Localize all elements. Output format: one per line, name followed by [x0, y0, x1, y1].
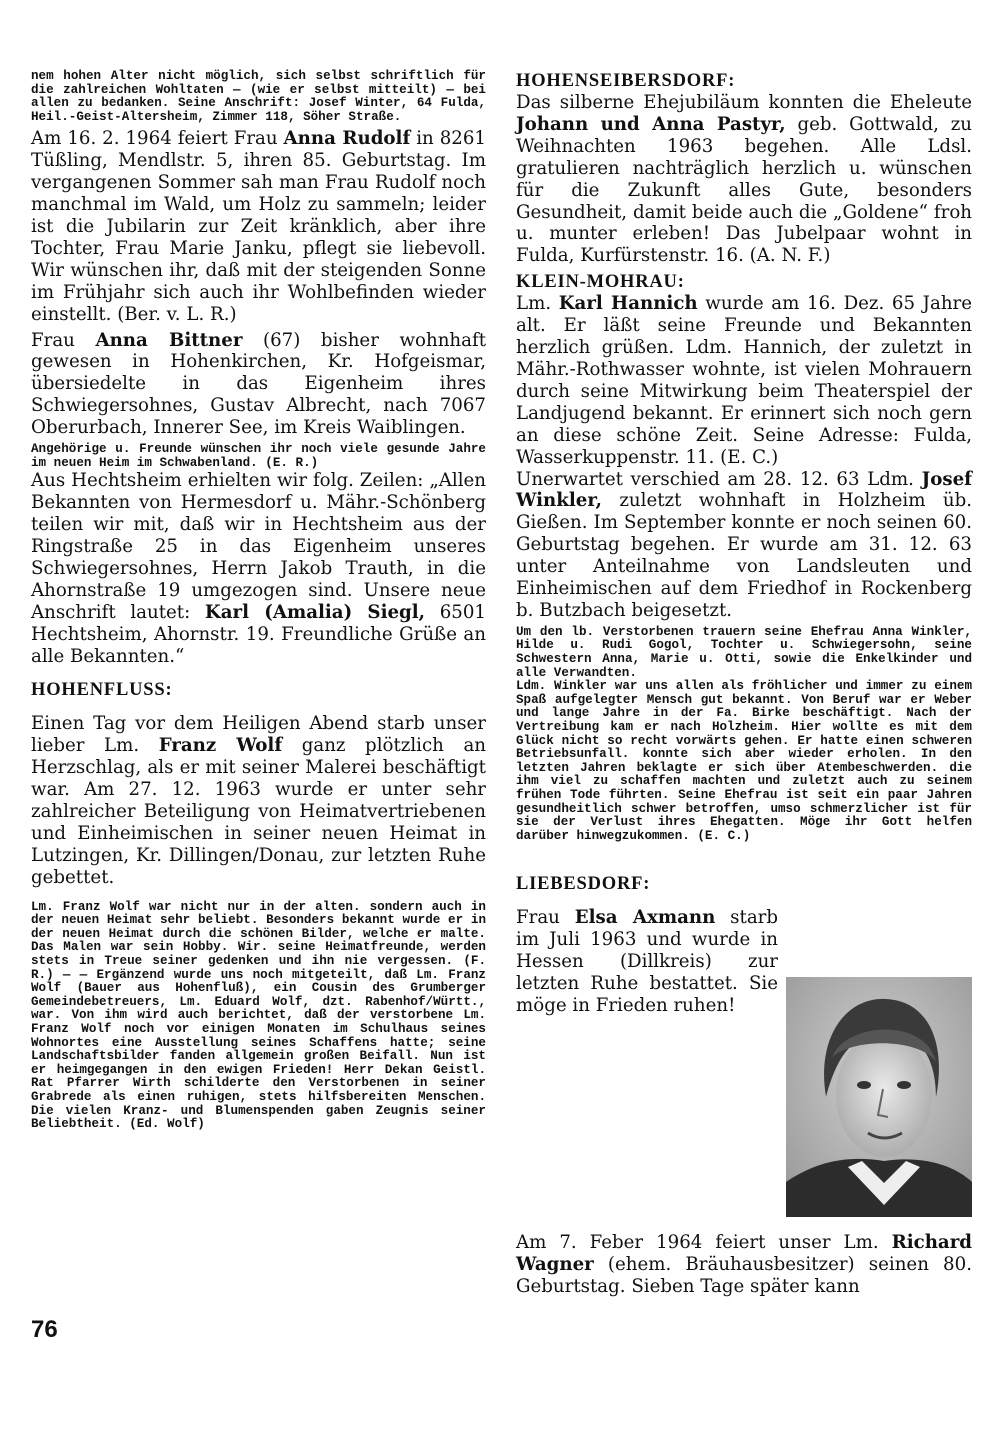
- wolf-obituary-note: Lm. Franz Wolf war nicht nur in der alten. sondern auch in der neuen Heimat sehr beliebt. Besonders bekannt wurde er in der neuen Heimat durch die schönen Bilder, welche er malte. Das Malen war sein Hobby. Wir. seine Heimatfreunde, werden stets in Treue seiner gedenken und ihn nie vergessen. (F. R.) — — Ergänzend wurde uns noch mitgeteilt, daß Lm. Franz Wolf (Bauer aus Hohenfluß), ein Cousin des Grumberger Gemeindebetreuers, Lm. Eduard Wolf, dzt. Rabenhof/Württ., war. Von ihm wird auch berichtet, daß der verstorbene Lm. Franz Wolf noch vor einigen Monaten im Schulhaus seines Wohnortes eine Ausstellung seines Schaffens hatte; seine Landschaftsbilder fanden allgemein großen Beifall. Nun ist er heimgegangen in den ewigen Frieden! Herr Dekan Geistl. Rat Pfarrer Wirth schilderte den Verstorbenen in seiner Grabrede als einen ruhigen, stets hilfsbereiten Menschen. Die vielen Kranz- und Blumenspenden gaben Zeugnis seiner Beliebtheit. (Ed. Wolf): [31, 899, 486, 1132]
- text: Aus Hechtsheim erhielten wir folg. Zeilen: „Allen Bekannten von Hermesdorf u. Mähr.-Schönberg teilen wir mit, daß wir in Hechtsheim aus der Ringstraße 25 in das Eigenheim unseres Schwiegersohnes, Herrn Jakob Trauth, in die Ahornstraße 19 umgezogen sind. Unsere neue Anschrift lautet:: [31, 470, 486, 623]
- text: Frau: [31, 329, 96, 351]
- winkler-mourners: Um den lb. Verstorbenen trauern seine Ehefrau Anna Winkler, Hilde u. Rudi Gogol, Tochter u. Schwiegersohn, seine Schwestern Anna, Marie u. Otti, sowie die Enkelkinder und alle Verwandten.: [516, 624, 972, 680]
- text: Das silberne Ehejubiläum konnten die Eheleute: [516, 92, 972, 113]
- text: geb. Gottwald, zu Weihnachten 1963 begehen. Alle Ldsl. gratulieren nachträglich herzlich u. wünschen für die Zukunft alles Gute, besonders Gesundheit, damit beide auch die „Goldene“ froh u. munter erleben! Das Jubelpaar wohnt in Fulda, Kurfürstenstr. 16. (A. N. F.): [516, 113, 972, 267]
- text: Unerwartet verschied am 28. 12. 63 Ldm.: [516, 468, 922, 490]
- person-name: Karl Hannich: [558, 293, 698, 315]
- person-name: Richard Wagner: [516, 1232, 972, 1275]
- text: Am 7. Feber 1964 feiert unser Lm.: [516, 1232, 892, 1253]
- text: Lm.: [516, 293, 559, 315]
- bittner-paragraph: [31, 330, 486, 440]
- text: 6501 Hechtsheim, Ahornstr. 19. Freundliche Grüße an alle Bekannten.“: [31, 601, 486, 667]
- wagner-paragraph: [516, 1232, 972, 1298]
- text: starb im Juli 1963 und wurde in Hessen (Dillkreis) zur letzten Ruhe bestattet. Sie möge in Frieden ruhen!: [516, 907, 779, 1016]
- text: (67) bisher wohnhaft gewesen in Hohenkirchen, Kr. Hofgeismar, übersiedelte in das Eigenheim ihres Schwiegersohnes, Gustav Albrecht, nach 7067 Oberurbach, Innerer See, im Kreis Waiblingen.: [31, 329, 487, 439]
- winkler-obituary-note: Ldm. Winkler war uns allen als fröhlicher und immer zu einem Spaß aufgelegter Mensch gut bekannt. Von Beruf war er Weber und lange Jahre in der Fa. Birke beschäftigt. Nach der Vertreibung kam er nach Holzheim. Hier wollte es mit dem Glück nicht so recht vorwärts gehen. Er hatte einen schweren Betriebsunfall. konnte sich aber wieder erholen. In den letzten Jahren beklagte er sich über Atembeschwerden. die ihm viel zu schaffen machten und zuletzt auch zu seinem frühen Tode führten. Seine Ehefrau ist seit ein paar Jahren gesundheitlich schwer betroffen, umso schmerzlicher ist für sie der Verlust ihres Ehegatten. Möge ihr Gott helfen darüber hinwegzukommen. (E. C.): [516, 679, 972, 843]
- winkler-paragraph: [516, 469, 972, 622]
- page-number: 76: [31, 1316, 58, 1343]
- section-heading-hohenseibersdorf: HOHENSEIBERSDORF:: [516, 71, 736, 91]
- portrait-photo: [786, 977, 972, 1217]
- rudolf-paragraph: [31, 128, 486, 325]
- section-heading-klein-mohrau: KLEIN-MOHRAU:: [516, 272, 685, 293]
- bittner-wishes: Angehörige u. Freunde wünschen ihr noch viele gesunde Jahre im neuen Heim im Schwabenland. (E. R.): [31, 442, 486, 470]
- text: Einen Tag vor dem Heiligen Abend starb unser lieber Lm.: [31, 713, 486, 757]
- text: Frau: [516, 907, 575, 929]
- hannich-paragraph: [516, 293, 972, 468]
- pastyr-paragraph: [516, 92, 972, 267]
- winter-note: nem hohen Alter nicht möglich, sich selbst schriftlich für die zahlreichen Wohltaten — (wie er selbst mitteilt) — bei allen zu bedanken. Seine Anschrift: Josef Winter, 64 Fulda, Heil.-Geist-Altersheim, Zimmer 118, Söher Straße.: [31, 69, 486, 124]
- wolf-paragraph: [31, 713, 486, 888]
- text: in 8261 Tüßling, Mendlstr. 5, ihren 85. Geburtstag. Im vergangenen Sommer sah man Frau Rudolf noch manchmal im Wald, um Holz zu sammeln; leider ist die Jubilarin zur Zeit kränklich, aber ihre Tochter, Frau Marie Janku, pflegt sie liebevoll. Wir wünschen ihr, daß mit der steigenden Sonne im Frühjahr sich auch ihr Wohlbefinden wieder einstellt. (Ber. v. L. R.): [31, 128, 486, 325]
- person-name: Josef Winkler,: [516, 468, 972, 512]
- person-name: Anna Bittner: [95, 329, 243, 351]
- axmann-paragraph: [516, 907, 778, 1017]
- text: zuletzt wohnhaft in Holzheim üb. Gießen. Im September konnte er noch seinen 60. Geburtstag begehen. Er wurde am 31. 12. 63 unter Anteilnahme von Landsleuten und Einheimischen auf dem Friedhof in Rockenberg b. Butzbach beigesetzt.: [516, 490, 972, 621]
- text: Am 16. 2. 1964 feiert Frau: [31, 128, 284, 150]
- person-name: Elsa Axmann: [574, 907, 716, 929]
- siegl-paragraph: [31, 470, 486, 667]
- left-column: [31, 70, 486, 1132]
- person-name: Anna Rudolf: [283, 128, 411, 150]
- right-column: [516, 70, 972, 1017]
- text: ganz plötzlich an Herzschlag, als er mit seiner Malerei beschäftigt war. Am 27. 12. 1963 wurde er unter sehr zahlreicher Beteiligung von Heimatvertriebenen und Einheimischen in seiner neuen Heimat in Lutzingen, Kr. Dillingen/Donau, zur letzten Ruhe gebettet.: [31, 735, 486, 888]
- text: wurde am 16. Dez. 65 Jahre alt. Er läßt seine Freunde und Bekannten herzlich grüßen. Ldm. Hannich, der zuletzt in Mähr.-Rothwasser wohnte, ist vielen Mohrauern durch seine Mitwirkung beim Theaterspiel der Landjugend bekannt. Er erinnert sich noch gern an diese schöne Zeit. Seine Adresse: Fulda, Wasserkuppenstr. 11. (E. C.): [516, 293, 972, 468]
- person-name: Franz Wolf: [158, 735, 283, 757]
- text: (ehem. Bräuhausbesitzer) seinen 80. Geburtstag. Sieben Tage später kann: [516, 1253, 972, 1297]
- section-heading-liebesdorf: LIEBESDORF:: [516, 874, 651, 895]
- person-name: Johann und Anna Pastyr,: [516, 113, 786, 135]
- person-name: Karl (Amalia) Siegl,: [204, 601, 426, 623]
- section-heading-hohenfluss: HOHENFLUSS:: [31, 680, 173, 701]
